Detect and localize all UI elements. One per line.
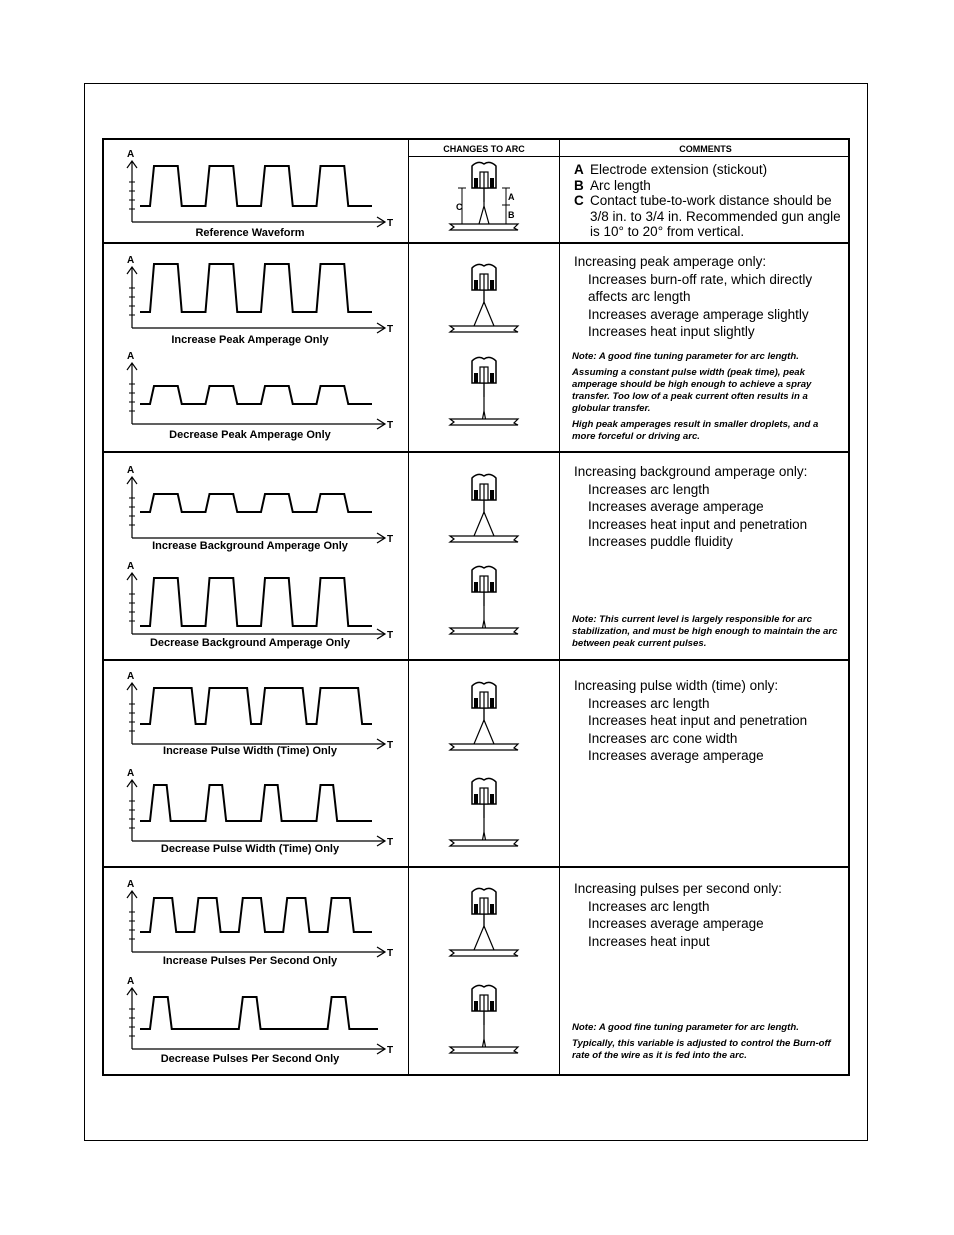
y-axis-label: A [127, 149, 135, 160]
increase-width-arc-diagram [444, 678, 524, 760]
x-axis-label: T [387, 740, 394, 751]
workpiece [450, 950, 518, 956]
arc-cone [474, 926, 494, 950]
pulse-trace [140, 688, 372, 724]
background-notes [572, 614, 844, 654]
nozzle-wall-left [474, 1001, 478, 1011]
decrease-peak-caption: Decrease Peak Amperage Only [169, 429, 331, 441]
width-line-4: Increases average amperage [588, 748, 764, 763]
workpiece [450, 840, 518, 846]
peak-note-2: Assuming a constant pulse width (peak time), peak amperage should be high enough to achieve a spray transfer. Too low of a peak current often results in a globular transfer. [572, 367, 812, 414]
arc-cone [483, 832, 486, 840]
nozzle-wall-right [490, 582, 494, 592]
background-note-1: Note: This current level is largely responsible for arc stabilization, and must be high enough to maintain the arc between peak current pulses. [572, 614, 838, 649]
decrease-width-arc-diagram [444, 774, 524, 856]
decrease-background-arc-diagram [444, 562, 524, 644]
decrease-peak-arc-diagram [444, 353, 524, 435]
row-divider-2 [104, 451, 848, 453]
y-axis-label: A [127, 879, 135, 890]
peak-line-3: Increases heat input slightly [588, 324, 755, 339]
peak-notes [572, 351, 844, 447]
arc-cone [474, 302, 494, 326]
row-divider-3 [104, 659, 848, 661]
row-divider-4 [104, 866, 848, 868]
peak-line-2: Increases average amperage slightly [588, 306, 809, 322]
label-c: C [456, 202, 463, 212]
row-divider-1 [104, 242, 848, 244]
background-line-2: Increases average amperage [588, 499, 764, 514]
arc-cone [474, 512, 494, 536]
workpiece [450, 536, 518, 542]
nozzle-wall-right [490, 373, 494, 383]
pps-comments [574, 880, 782, 950]
arc-cone [479, 206, 489, 224]
width-comments [574, 677, 807, 765]
header-rule [409, 156, 850, 157]
peak-heading: Increasing peak amperage only: [574, 254, 767, 269]
x-axis-label: T [387, 948, 394, 959]
background-heading: Increasing background amperage only: [574, 464, 808, 479]
x-axis-label: T [387, 1045, 394, 1056]
increase-peak-waveform [122, 255, 394, 344]
arc-cone [483, 1039, 486, 1047]
pps-notes [572, 1022, 844, 1066]
x-axis-label: T [387, 218, 394, 229]
pulse-trace [140, 997, 378, 1029]
background-comments [574, 463, 807, 551]
background-line-3: Increases heat input and penetration [588, 516, 808, 532]
nozzle-wall-left [474, 698, 478, 708]
increase-pps-arc-diagram [444, 884, 524, 966]
workpiece [450, 1047, 518, 1053]
workpiece [450, 744, 518, 750]
label-a: A [508, 192, 515, 202]
y-axis-label: A [127, 351, 135, 362]
pulse-trace [140, 386, 372, 404]
peak-comments [574, 253, 838, 341]
y-axis-label: A [127, 976, 135, 987]
nozzle-wall-left [474, 582, 478, 592]
pulse-trace [140, 264, 372, 312]
nozzle-wall-left [474, 794, 478, 804]
increase-background-arc-diagram [444, 470, 524, 552]
pps-line-3: Increases heat input [588, 933, 710, 949]
nozzle-wall-right [490, 698, 494, 708]
reference-comments [574, 162, 846, 240]
nozzle-wall-left [474, 904, 478, 914]
y-axis-label: A [127, 671, 135, 682]
peak-line-1: Increases burn-off rate, which directly affects arc length [588, 271, 813, 304]
background-line-4: Increases puddle fluidity [588, 534, 733, 549]
workpiece [450, 224, 518, 230]
workpiece [450, 326, 518, 332]
pulse-trace [140, 578, 372, 626]
width-line-1: Increases arc length [588, 695, 710, 711]
x-axis-label: T [387, 324, 394, 335]
column-divider-1 [408, 140, 409, 1074]
nozzle-wall-right [490, 1001, 494, 1011]
decrease-width-caption: Decrease Pulse Width (Time) Only [160, 843, 340, 855]
x-axis-label: T [387, 420, 394, 431]
reference-item-a: A Electrode extension (stickout) [574, 162, 768, 177]
nozzle-wall-right [490, 178, 494, 188]
nozzle-wall-right [490, 794, 494, 804]
arc-cone [483, 411, 486, 419]
workpiece [450, 628, 518, 634]
pulse-trace [140, 494, 372, 512]
pps-note-2: Typically, this variable is adjusted to control the Burn-off rate of the wire as it is fed into the arc. [572, 1038, 831, 1061]
header-changes-to-arc: CHANGES TO ARC [443, 144, 525, 154]
decrease-background-caption: Decrease Background Amperage Only [149, 637, 351, 649]
background-line-1: Increases arc length [588, 481, 710, 497]
x-axis-label: T [387, 534, 394, 545]
increase-peak-caption: Increase Peak Amperage Only [171, 334, 329, 346]
column-divider-2 [559, 140, 560, 1074]
pps-note-1: Note: A good fine tuning parameter for arc length. [572, 1022, 799, 1033]
pulse-trace [140, 166, 372, 206]
decrease-peak-waveform [122, 351, 394, 440]
y-axis-label: A [127, 768, 135, 779]
width-heading: Increasing pulse width (time) only: [574, 678, 779, 693]
reference-caption: Reference Waveform [195, 227, 305, 239]
increase-peak-arc-diagram [444, 260, 524, 342]
nozzle-wall-right [490, 280, 494, 290]
decrease-pps-arc-diagram [444, 981, 524, 1063]
width-line-2: Increases heat input and penetration [588, 713, 808, 728]
x-axis-label: T [387, 630, 394, 641]
reference-item-b: B Arc length [574, 177, 651, 193]
arc-cone [483, 620, 486, 628]
increase-width-caption: Increase Pulse Width (Time) Only [163, 745, 337, 757]
workpiece [450, 419, 518, 425]
peak-note-1: Note: A good fine tuning parameter for arc length. [572, 351, 799, 362]
pps-line-1: Increases arc length [588, 898, 710, 914]
arc-cone [474, 720, 494, 744]
nozzle-wall-left [474, 280, 478, 290]
increase-background-caption: Increase Background Amperage Only [152, 540, 348, 552]
pulse-trace [140, 898, 372, 932]
y-axis-label: A [127, 465, 135, 476]
nozzle-wall-left [474, 373, 478, 383]
pps-heading: Increasing pulses per second only: [574, 881, 782, 896]
y-axis-label: A [127, 561, 135, 572]
nozzle-wall-right [490, 490, 494, 500]
reference-item-c: C Contact tube-to-work distance should be 3/8 in. to 3/4 in. Recommended gun angle is 10° to 20° from vertical. [574, 193, 841, 239]
y-axis-label: A [127, 255, 135, 266]
x-axis-label: T [387, 837, 394, 848]
nozzle-wall-left [474, 490, 478, 500]
pulse-parameter-table [102, 138, 850, 1076]
label-b: B [508, 210, 515, 220]
nozzle-wall-right [490, 904, 494, 914]
reference-arc-diagram [444, 158, 524, 240]
pulse-trace [140, 785, 372, 821]
pps-line-2: Increases average amperage [588, 916, 764, 931]
peak-note-3: High peak amperages result in smaller droplets, and a more forceful or driving arc. [572, 419, 819, 442]
increase-pps-caption: Increase Pulses Per Second Only [162, 955, 338, 967]
width-line-3: Increases arc cone width [588, 730, 738, 746]
nozzle-wall-left [474, 178, 478, 188]
header-comments: COMMENTS [679, 144, 732, 154]
reference-waveform [122, 149, 394, 238]
decrease-pps-caption: Decrease Pulses Per Second Only [160, 1053, 340, 1065]
